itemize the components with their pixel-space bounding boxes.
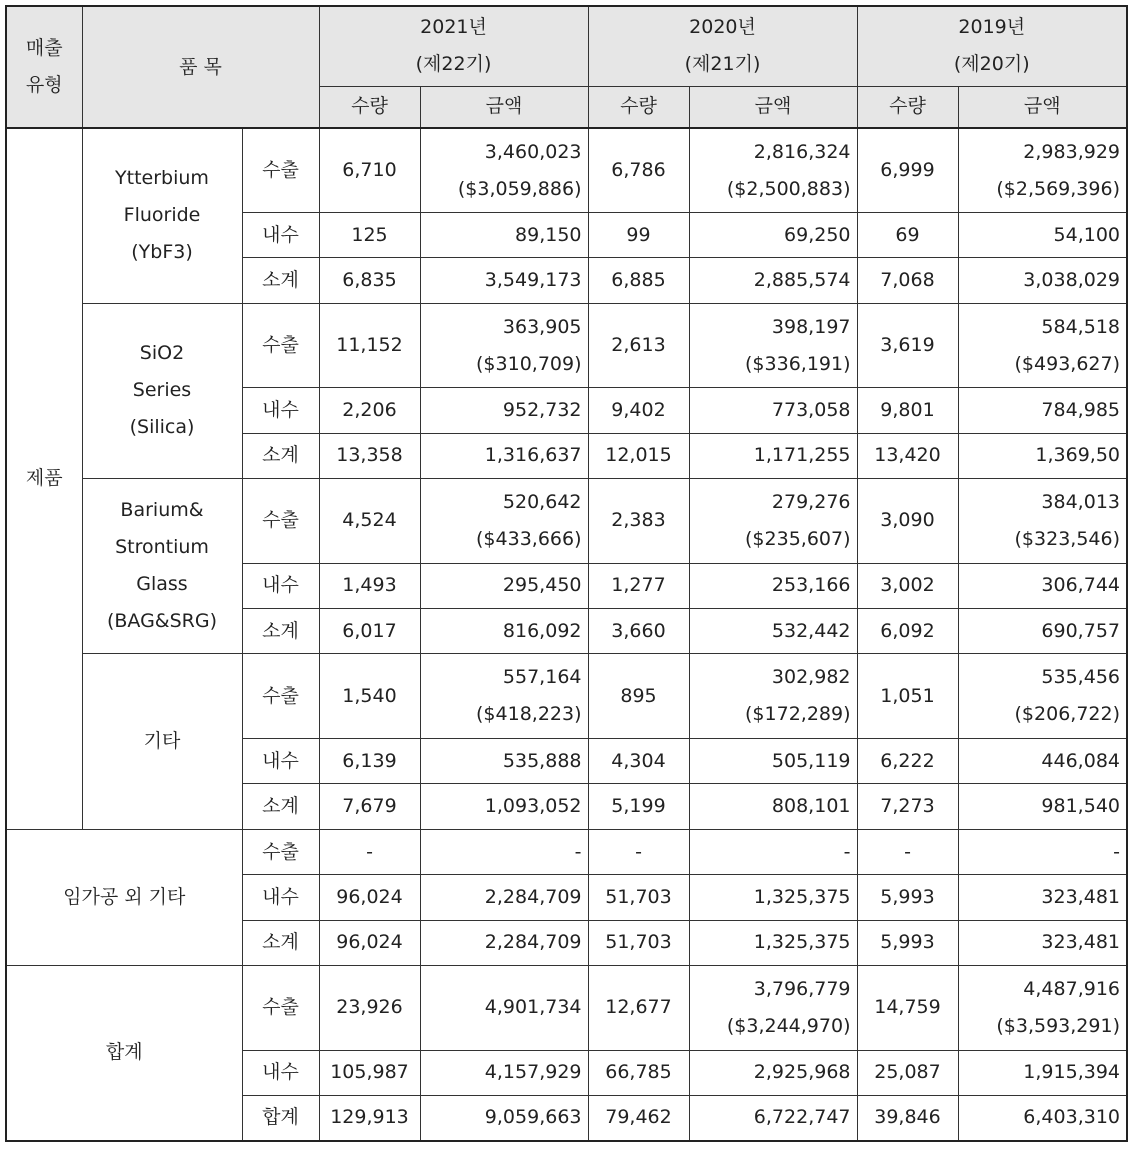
amount-value: - (1113, 840, 1120, 863)
sales-kind-cell: 수출 (242, 303, 319, 388)
amount-value: 446,084 (1041, 749, 1120, 772)
quantity-cell: 1,051 (857, 654, 958, 739)
amount-cell (958, 128, 1127, 213)
total-label-cell: 합계 (6, 965, 242, 1141)
quantity-cell: 96,024 (319, 875, 420, 920)
quantity-cell: 13,358 (319, 433, 420, 478)
quantity-cell: 125 (319, 213, 420, 258)
amount-usd-value: ($206,722) (1014, 703, 1120, 726)
sales-type-header: 매출 유형 (6, 6, 82, 128)
quantity-cell: 2,383 (588, 479, 689, 564)
quantity-cell: 5,199 (588, 784, 689, 829)
sales-kind-cell: 수출 (242, 479, 319, 564)
quantity-cell: - (588, 829, 689, 874)
amount-usd-value: ($3,244,970) (726, 1014, 851, 1037)
amount-value: 2,816,324 (753, 140, 851, 163)
year-header-2021: 2021년 (제22기) (319, 6, 588, 86)
amount-value: 306,744 (1041, 574, 1120, 597)
amount-cell (689, 258, 857, 303)
sales-kind-cell: 소계 (242, 609, 319, 654)
amount-value: 532,442 (771, 619, 851, 642)
amount-value: 1,171,255 (753, 444, 851, 467)
quantity-cell: 51,703 (588, 920, 689, 965)
amount-value: 816,092 (502, 619, 582, 642)
quantity-cell: 66,785 (588, 1050, 689, 1095)
sales-kind-cell: 내수 (242, 739, 319, 784)
amount-value: 981,540 (1041, 795, 1120, 818)
amount-value: 952,732 (502, 399, 582, 422)
amount-value: - (574, 840, 582, 863)
amount-value: 535,456 (1041, 666, 1120, 689)
amount-value: 1,093,052 (484, 795, 582, 818)
amount-value: 384,013 (1041, 490, 1120, 513)
amount-value: 363,905 (502, 315, 582, 338)
table-row (6, 128, 1127, 213)
quantity-cell: 4,304 (588, 739, 689, 784)
quantity-cell: 105,987 (319, 1050, 420, 1095)
amount-value: 1,316,637 (484, 444, 582, 467)
amount-value: 253,166 (771, 574, 851, 597)
amount-value: 2,885,574 (753, 269, 851, 292)
quantity-cell: 9,402 (588, 388, 689, 433)
amount-usd-value: ($3,593,291) (996, 1014, 1120, 1037)
amount-cell (420, 965, 588, 1050)
amount-cell (420, 829, 588, 874)
amount-cell (420, 479, 588, 564)
amount-usd-value: ($493,627) (1014, 352, 1120, 375)
amount-cell (958, 875, 1127, 920)
amount-value: 1,369,50 (1035, 444, 1120, 467)
item-name-cell (82, 654, 242, 829)
amount-header: 금액 (958, 86, 1127, 128)
amount-usd-value: ($2,569,396) (996, 177, 1120, 200)
amount-value: 3,038,029 (1023, 269, 1120, 292)
sales-kind-cell: 소계 (242, 258, 319, 303)
table-row (6, 654, 1127, 739)
amount-value: 3,796,779 (753, 977, 851, 1000)
sales-kind-cell: 소계 (242, 920, 319, 965)
item-name-cell (82, 128, 242, 303)
sales-kind-cell: 소계 (242, 433, 319, 478)
quantity-cell: 6,017 (319, 609, 420, 654)
item-name-line: Series (132, 379, 192, 402)
amount-cell (958, 213, 1127, 258)
amount-usd-value: ($310,709) (476, 352, 582, 375)
quantity-cell: 96,024 (319, 920, 420, 965)
amount-cell (689, 829, 857, 874)
table-row (6, 829, 1127, 874)
amount-value: 323,481 (1041, 885, 1120, 908)
amount-cell (689, 920, 857, 965)
amount-value: - (843, 840, 851, 863)
sales-kind-cell: 내수 (242, 1050, 319, 1095)
quantity-cell: 6,139 (319, 739, 420, 784)
sales-kind-cell: 내수 (242, 563, 319, 608)
amount-cell (689, 1050, 857, 1095)
amount-usd-value: ($418,223) (476, 703, 582, 726)
amount-cell (689, 433, 857, 478)
amount-cell (689, 875, 857, 920)
product-category-cell: 제품 (6, 128, 82, 829)
table-row (6, 479, 1127, 564)
quantity-cell: 12,677 (588, 965, 689, 1050)
item-name-line: (Silica) (129, 416, 195, 439)
amount-cell (958, 479, 1127, 564)
amount-cell (958, 1050, 1127, 1095)
amount-cell (420, 388, 588, 433)
amount-cell (958, 829, 1127, 874)
amount-value: 398,197 (771, 315, 851, 338)
amount-cell (420, 128, 588, 213)
amount-cell (689, 128, 857, 213)
amount-value: 2,925,968 (753, 1061, 851, 1084)
amount-usd-value: ($3,059,886) (457, 177, 582, 200)
sales-table (5, 5, 1128, 1142)
qty-header: 수량 (588, 86, 689, 128)
amount-cell (689, 303, 857, 388)
amount-value: 295,450 (502, 574, 582, 597)
amount-cell (689, 609, 857, 654)
quantity-cell: 6,222 (857, 739, 958, 784)
amount-cell (958, 739, 1127, 784)
quantity-cell: 6,999 (857, 128, 958, 213)
quantity-cell: 3,090 (857, 479, 958, 564)
quantity-cell: 79,462 (588, 1095, 689, 1141)
quantity-cell: 7,273 (857, 784, 958, 829)
amount-value: 808,101 (771, 795, 851, 818)
amount-value: 3,549,173 (484, 269, 582, 292)
quantity-cell: 6,786 (588, 128, 689, 213)
amount-value: 9,059,663 (484, 1106, 582, 1129)
quantity-cell: 12,015 (588, 433, 689, 478)
quantity-cell: 5,993 (857, 920, 958, 965)
amount-cell (420, 609, 588, 654)
sales-kind-cell: 내수 (242, 213, 319, 258)
amount-value: 2,284,709 (484, 931, 582, 954)
amount-cell (420, 920, 588, 965)
amount-value: 520,642 (502, 490, 582, 513)
amount-cell (958, 965, 1127, 1050)
quantity-cell: 3,002 (857, 563, 958, 608)
amount-value: 302,982 (771, 666, 851, 689)
amount-value: 2,983,929 (1023, 140, 1120, 163)
amount-usd-value: ($433,666) (476, 527, 582, 550)
item-name-line: SiO2 (139, 342, 185, 365)
quantity-cell: 4,524 (319, 479, 420, 564)
amount-value: 690,757 (1041, 619, 1120, 642)
amount-value: 773,058 (771, 399, 851, 422)
amount-cell (689, 479, 857, 564)
sales-kind-cell: 내수 (242, 388, 319, 433)
item-name-cell (82, 303, 242, 478)
amount-value: 784,985 (1041, 399, 1120, 422)
amount-cell (958, 654, 1127, 739)
sales-kind-cell: 수출 (242, 829, 319, 874)
quantity-cell: 5,993 (857, 875, 958, 920)
quantity-cell: - (857, 829, 958, 874)
quantity-cell: 129,913 (319, 1095, 420, 1141)
amount-value: 505,119 (771, 749, 851, 772)
item-name-line: Fluoride (123, 204, 201, 227)
amount-cell (420, 654, 588, 739)
amount-header: 금액 (420, 86, 588, 128)
amount-usd-value: ($172,289) (745, 703, 851, 726)
quantity-cell: 23,926 (319, 965, 420, 1050)
quantity-cell: 2,206 (319, 388, 420, 433)
amount-cell (958, 258, 1127, 303)
amount-cell (689, 739, 857, 784)
amount-cell (689, 784, 857, 829)
amount-cell (420, 1050, 588, 1095)
item-name-line: Strontium (115, 536, 209, 559)
quantity-cell: 99 (588, 213, 689, 258)
amount-cell (420, 739, 588, 784)
quantity-cell: 895 (588, 654, 689, 739)
amount-cell (420, 213, 588, 258)
amount-cell (958, 784, 1127, 829)
amount-cell (958, 1095, 1127, 1141)
quantity-cell: 69 (857, 213, 958, 258)
item-name-line: Glass (136, 573, 188, 596)
amount-cell (420, 875, 588, 920)
quantity-cell: 2,613 (588, 303, 689, 388)
amount-value: 89,150 (515, 223, 582, 246)
quantity-cell: 6,710 (319, 128, 420, 213)
item-name-line: Barium& (120, 499, 204, 522)
amount-cell (689, 654, 857, 739)
sales-kind-cell: 합계 (242, 1095, 319, 1141)
qty-header: 수량 (319, 86, 420, 128)
amount-cell (420, 433, 588, 478)
amount-value: 557,164 (502, 666, 582, 689)
table-row (6, 303, 1127, 388)
quantity-cell: 7,679 (319, 784, 420, 829)
amount-value: 279,276 (771, 490, 851, 513)
quantity-cell: 6,092 (857, 609, 958, 654)
amount-cell (958, 920, 1127, 965)
table-row (6, 965, 1127, 1050)
amount-value: 584,518 (1041, 315, 1120, 338)
sales-kind-cell: 수출 (242, 128, 319, 213)
amount-cell (689, 1095, 857, 1141)
amount-cell (958, 433, 1127, 478)
year-header-2019: 2019년 (제20기) (857, 6, 1127, 86)
amount-value: 1,325,375 (753, 931, 851, 954)
amount-cell (420, 303, 588, 388)
quantity-cell: 14,759 (857, 965, 958, 1050)
item-name-line: Ytterbium (115, 167, 209, 190)
quantity-cell: - (319, 829, 420, 874)
sales-kind-cell: 수출 (242, 654, 319, 739)
quantity-cell: 9,801 (857, 388, 958, 433)
amount-cell (958, 563, 1127, 608)
amount-value: 6,722,747 (753, 1106, 851, 1129)
quantity-cell: 3,660 (588, 609, 689, 654)
amount-value: 6,403,310 (1023, 1106, 1120, 1129)
amount-value: 323,481 (1041, 931, 1120, 954)
quantity-cell: 39,846 (857, 1095, 958, 1141)
amount-value: 54,100 (1053, 223, 1120, 246)
quantity-cell: 6,885 (588, 258, 689, 303)
quantity-cell: 25,087 (857, 1050, 958, 1095)
amount-usd-value: ($323,546) (1014, 527, 1120, 550)
amount-cell (420, 563, 588, 608)
quantity-cell: 51,703 (588, 875, 689, 920)
quantity-cell: 11,152 (319, 303, 420, 388)
quantity-cell: 1,540 (319, 654, 420, 739)
amount-usd-value: ($336,191) (745, 352, 851, 375)
amount-cell (689, 213, 857, 258)
amount-cell (689, 388, 857, 433)
amount-cell (958, 388, 1127, 433)
item-name-cell (82, 479, 242, 654)
amount-header: 금액 (689, 86, 857, 128)
amount-cell (689, 965, 857, 1050)
amount-cell (420, 258, 588, 303)
item-header: 품 목 (82, 6, 319, 128)
amount-value: 1,325,375 (753, 885, 851, 908)
quantity-cell: 1,493 (319, 563, 420, 608)
amount-cell (420, 784, 588, 829)
item-name-line: (YbF3) (131, 241, 193, 264)
amount-cell (420, 1095, 588, 1141)
amount-cell (689, 563, 857, 608)
amount-value: 69,250 (784, 223, 851, 246)
year-header-2020: 2020년 (제21기) (588, 6, 857, 86)
item-name-line: 기타 (143, 730, 181, 753)
processing-label-cell: 임가공 외 기타 (6, 829, 242, 965)
amount-value: 4,157,929 (484, 1061, 582, 1084)
qty-header: 수량 (857, 86, 958, 128)
amount-value: 2,284,709 (484, 885, 582, 908)
sales-kind-cell: 소계 (242, 784, 319, 829)
amount-value: 535,888 (502, 749, 582, 772)
amount-cell (958, 303, 1127, 388)
quantity-cell: 3,619 (857, 303, 958, 388)
sales-kind-cell: 수출 (242, 965, 319, 1050)
amount-cell (958, 609, 1127, 654)
quantity-cell: 13,420 (857, 433, 958, 478)
quantity-cell: 7,068 (857, 258, 958, 303)
amount-usd-value: ($2,500,883) (726, 177, 851, 200)
item-name-line: (BAG&SRG) (106, 610, 218, 633)
amount-usd-value: ($235,607) (745, 527, 851, 550)
amount-value: 4,901,734 (484, 996, 582, 1019)
amount-value: 4,487,916 (1023, 977, 1120, 1000)
amount-value: 1,915,394 (1023, 1061, 1120, 1084)
quantity-cell: 1,277 (588, 563, 689, 608)
sales-kind-cell: 내수 (242, 875, 319, 920)
amount-value: 3,460,023 (484, 140, 582, 163)
quantity-cell: 6,835 (319, 258, 420, 303)
